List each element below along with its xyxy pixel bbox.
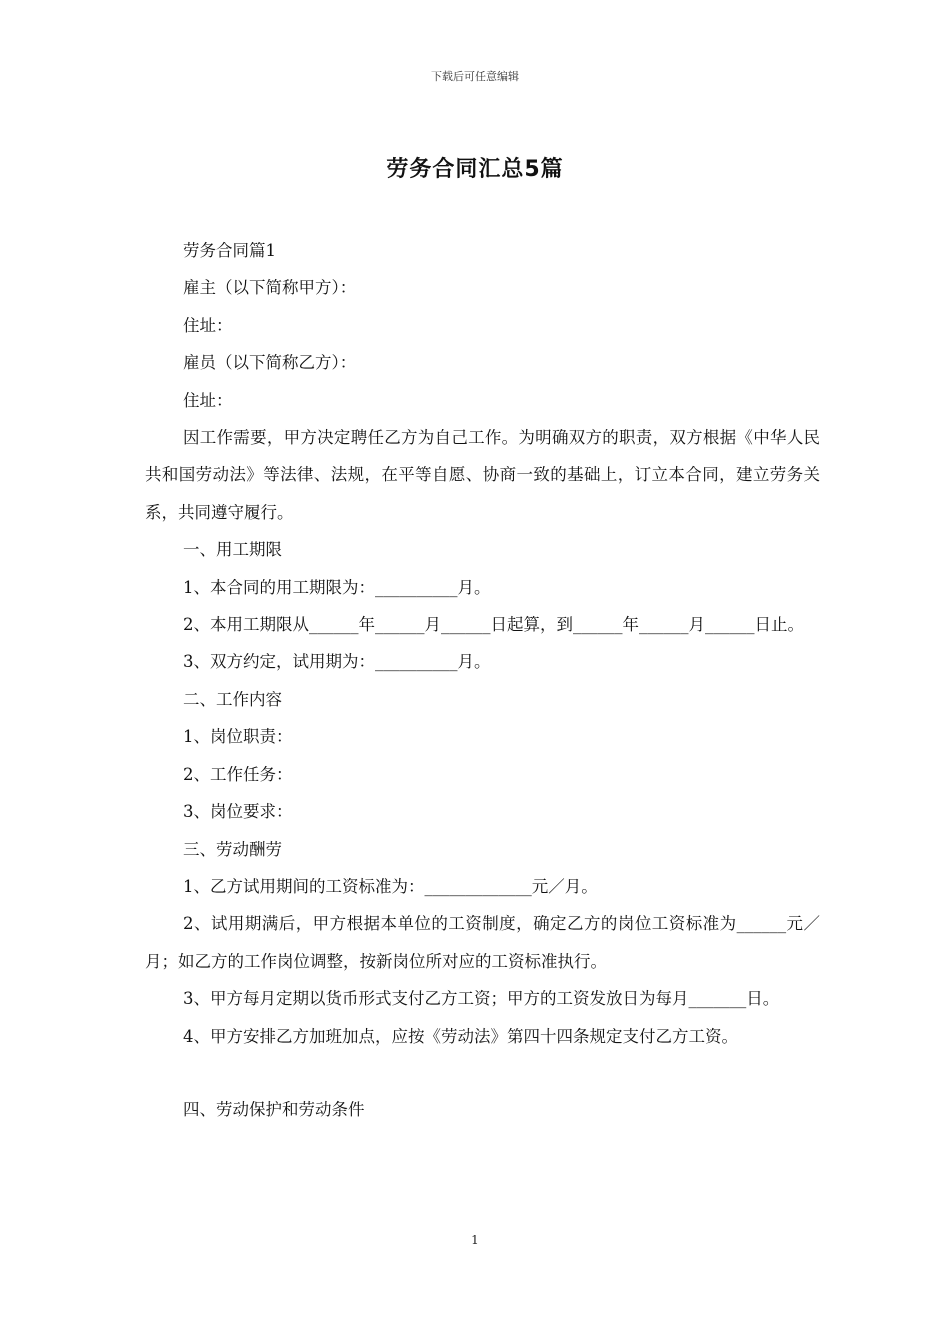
preamble-paragraph: 因工作需要，甲方决定聘任乙方为自己工作。为明确双方的职责，双方根据《中华人民共和国劳动法》等法律、法规，在平等自愿、协商一致的基础上，订立本合同，建立劳务关系，共同遵守履行。 [145,428,820,522]
clause-requirements: 3、岗位要求： [183,802,293,822]
clause-probation-pay: 1、乙方试用期间的工资标准为：_____________元／月。 [183,876,598,896]
clause-regular-pay: 2、试用期满后，甲方根据本单位的工资制度，确定乙方的岗位工资标准为______元／月；如乙方的工作岗位调整，按新岗位所对应的工资标准执行。 [145,914,820,971]
section-heading-pay: 三、劳动酬劳 [183,839,282,859]
employee-line: 雇员（以下简称乙方）： [183,353,357,373]
section-heading-term: 一、用工期限 [183,540,282,560]
employer-address-line: 住址： [183,315,233,335]
clause-overtime-pay: 4、甲方安排乙方加班加点，应按《劳动法》第四十四条规定支付乙方工资。 [183,1026,738,1046]
section-heading-protection: 四、劳动保护和劳动条件 [183,1099,365,1119]
document-body [145,232,820,1128]
clause-term-length: 1、本合同的用工期限为：__________月。 [183,577,491,597]
employer-line: 雇主（以下简称甲方）： [183,278,357,298]
clause-tasks: 2、工作任务： [183,764,293,784]
clause-term-dates: 2、本用工期限从______年______月______日起算，到______年______月______日止。 [183,615,804,635]
clause-duties: 1、岗位职责： [183,727,293,747]
paragraph-gap [145,1055,820,1091]
page-number: 1 [471,1233,479,1247]
page-header: 下载后可任意编辑 [431,70,519,83]
clause-pay-date: 3、甲方每月定期以货币形式支付乙方工资；甲方的工资发放日为每月_______日。 [183,989,780,1009]
employee-address-line: 住址： [183,390,233,410]
clause-probation: 3、双方约定，试用期为：__________月。 [183,652,491,672]
document-title: 劳务合同汇总5篇 [386,157,564,182]
section-heading-contract-1: 劳务合同篇1 [183,241,276,260]
section-heading-work: 二、工作内容 [183,689,282,709]
